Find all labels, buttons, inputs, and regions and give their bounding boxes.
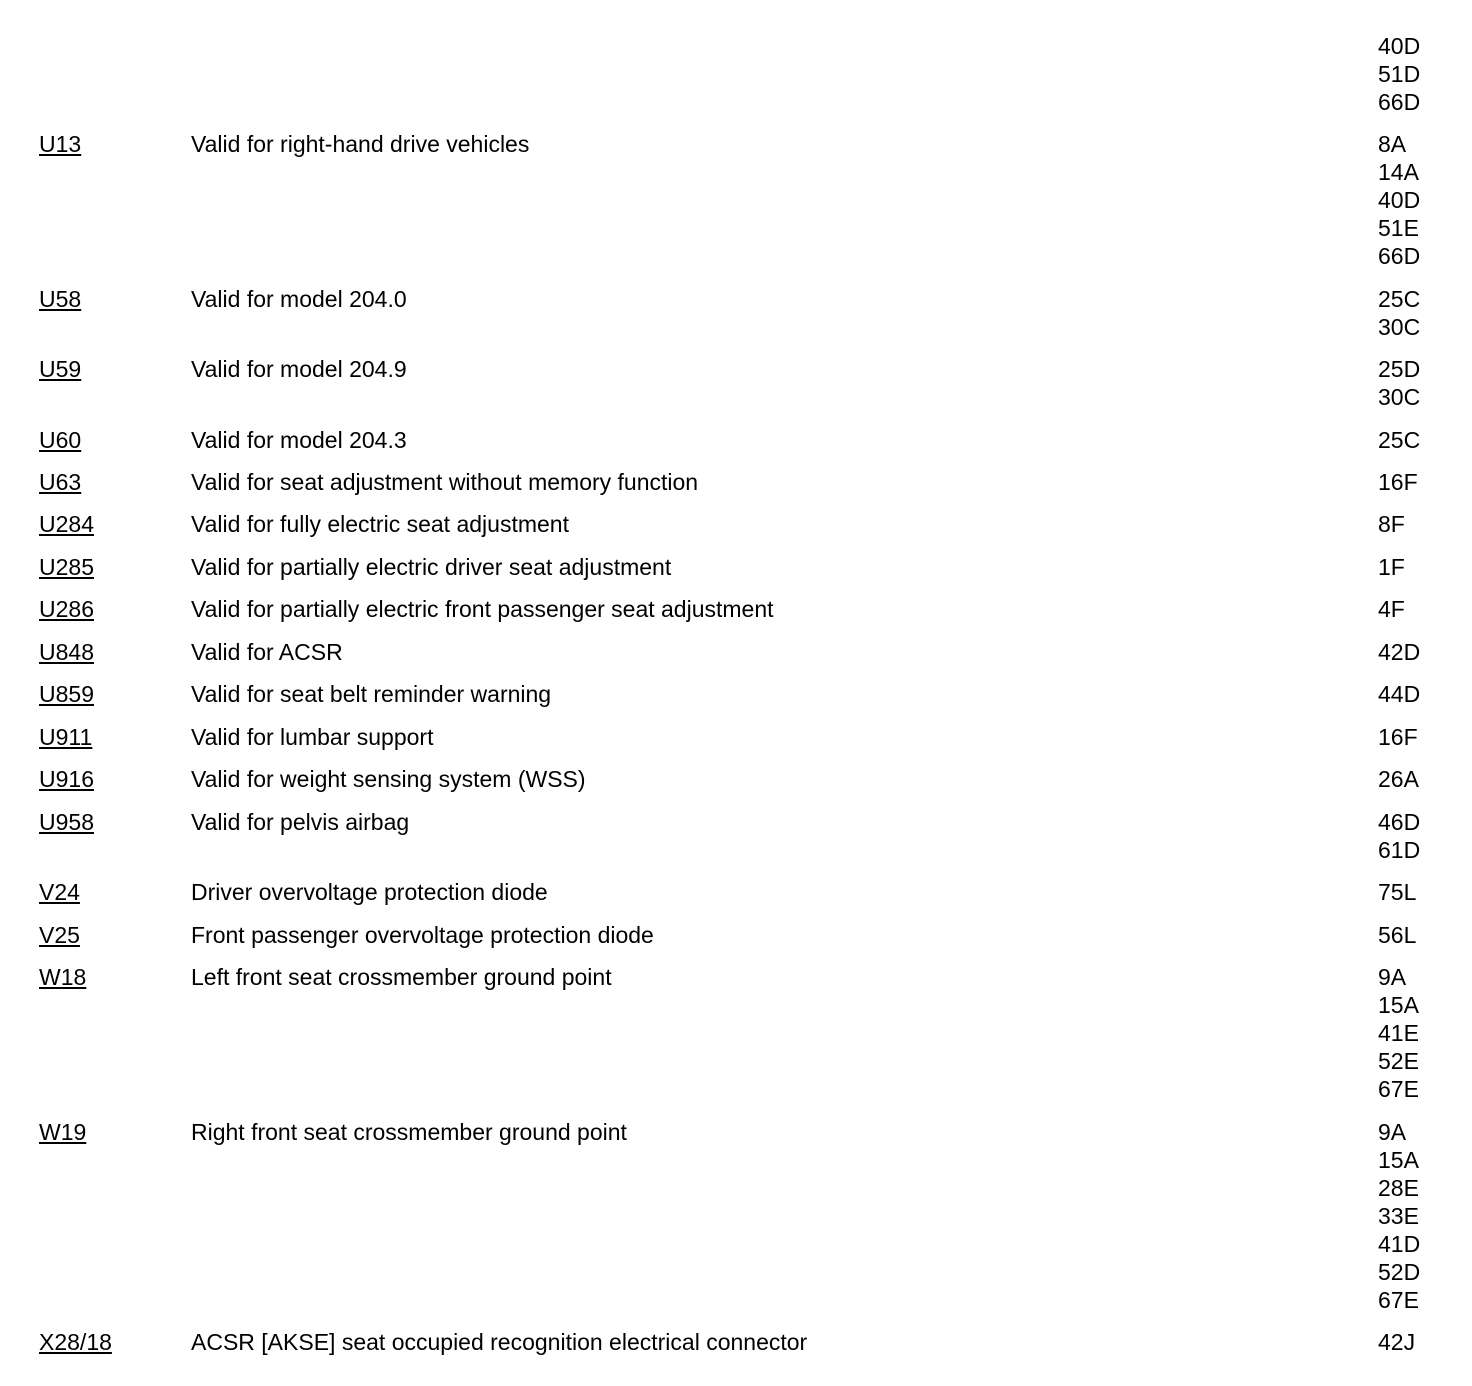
grid-ref: 41D <box>1378 1231 1421 1257</box>
grid-ref-list <box>1378 1118 1420 1314</box>
grid-ref-list <box>1378 963 1419 1103</box>
grid-ref-list <box>1378 553 1405 581</box>
grid-ref: 67E <box>1378 1076 1419 1102</box>
component-code-link[interactable]: U58 <box>39 286 82 312</box>
component-code-link[interactable]: U59 <box>39 356 82 382</box>
component-description: Front passenger overvoltage protection diode <box>191 922 654 948</box>
component-code-link[interactable]: U60 <box>39 427 82 453</box>
grid-ref: 66D <box>1378 243 1421 269</box>
component-description: Valid for model 204.9 <box>191 356 407 382</box>
component-code-link[interactable]: U13 <box>39 131 82 157</box>
component-description: Valid for lumbar support <box>191 724 434 750</box>
grid-ref-list <box>1378 638 1420 666</box>
grid-ref: 52E <box>1378 1048 1419 1074</box>
component-code-link[interactable]: V24 <box>39 879 80 905</box>
grid-ref: 40D <box>1378 187 1421 213</box>
grid-ref: 16F <box>1378 724 1418 750</box>
grid-ref: 75L <box>1378 879 1417 905</box>
component-code-link[interactable]: U958 <box>39 809 94 835</box>
grid-ref: 42D <box>1378 639 1421 665</box>
grid-ref: 56L <box>1378 922 1417 948</box>
grid-ref-list <box>1378 723 1418 751</box>
component-code-link[interactable]: U859 <box>39 681 94 707</box>
grid-ref: 8F <box>1378 511 1405 537</box>
grid-ref: 46D <box>1378 809 1421 835</box>
grid-ref-list <box>1378 130 1420 270</box>
grid-ref: 1F <box>1378 554 1405 580</box>
component-code-link[interactable]: U916 <box>39 766 94 792</box>
component-code-link[interactable]: W19 <box>39 1119 87 1145</box>
component-description: Valid for right-hand drive vehicles <box>191 131 530 157</box>
grid-ref-list <box>1378 468 1418 496</box>
grid-ref-list <box>1378 355 1420 411</box>
grid-ref: 33E <box>1378 1203 1419 1229</box>
component-description: Valid for fully electric seat adjustment <box>191 511 569 537</box>
grid-ref: 51E <box>1378 215 1419 241</box>
component-description: Valid for seat belt reminder warning <box>191 681 552 707</box>
grid-ref-list <box>1378 878 1416 906</box>
grid-ref: 25C <box>1378 286 1421 312</box>
grid-ref: 61D <box>1378 837 1421 863</box>
grid-ref: 4F <box>1378 596 1405 622</box>
grid-ref: 9A <box>1378 964 1407 990</box>
grid-ref: 9A <box>1378 1119 1407 1145</box>
component-description: Valid for pelvis airbag <box>191 809 410 835</box>
component-code-link[interactable]: U286 <box>39 596 94 622</box>
grid-ref: 42J <box>1378 1329 1416 1355</box>
component-description: Valid for weight sensing system (WSS) <box>191 766 586 792</box>
component-code-link[interactable]: U911 <box>39 724 93 750</box>
component-code-link[interactable]: U284 <box>39 511 94 537</box>
grid-ref-list <box>1378 680 1420 708</box>
grid-ref: 40D <box>1378 33 1421 59</box>
component-code-link[interactable]: U63 <box>39 469 82 495</box>
component-code-link[interactable]: X28/18 <box>39 1329 112 1355</box>
grid-ref: 30C <box>1378 314 1421 340</box>
grid-ref: 51D <box>1378 61 1421 87</box>
grid-ref-list <box>1378 32 1420 116</box>
grid-ref-list <box>1378 921 1416 949</box>
component-description: Valid for ACSR <box>191 639 343 665</box>
grid-ref: 15A <box>1378 992 1419 1018</box>
grid-ref-list <box>1378 808 1420 864</box>
component-description: Right front seat crossmember ground point <box>191 1119 627 1145</box>
component-description: Driver overvoltage protection diode <box>191 879 548 905</box>
grid-ref-list <box>1378 510 1405 538</box>
component-code-link[interactable]: U285 <box>39 554 94 580</box>
grid-ref: 30C <box>1378 384 1421 410</box>
grid-ref: 26A <box>1378 766 1419 792</box>
grid-ref-list <box>1378 1328 1415 1356</box>
grid-ref: 44D <box>1378 681 1421 707</box>
grid-ref-list <box>1378 426 1420 454</box>
grid-ref: 14A <box>1378 159 1419 185</box>
component-description: Valid for model 204.0 <box>191 286 407 312</box>
grid-ref: 28E <box>1378 1175 1419 1201</box>
component-description: Left front seat crossmember ground point <box>191 964 612 990</box>
component-code-link[interactable]: V25 <box>39 922 80 948</box>
grid-ref: 41E <box>1378 1020 1419 1046</box>
component-description: Valid for model 204.3 <box>191 427 407 453</box>
grid-ref-list <box>1378 595 1405 623</box>
component-description: Valid for partially electric driver seat adjustment <box>191 554 672 580</box>
grid-ref: 67E <box>1378 1287 1419 1313</box>
component-description: Valid for seat adjustment without memory function <box>191 469 699 495</box>
grid-ref: 15A <box>1378 1147 1419 1173</box>
component-code-link[interactable]: U848 <box>39 639 94 665</box>
component-description: ACSR [AKSE] seat occupied recognition electrical connector <box>191 1329 808 1355</box>
grid-ref: 25D <box>1378 356 1421 382</box>
grid-ref-list <box>1378 765 1419 793</box>
grid-ref: 16F <box>1378 469 1418 495</box>
component-code-link[interactable]: W18 <box>39 964 87 990</box>
grid-ref: 25C <box>1378 427 1421 453</box>
grid-ref: 52D <box>1378 1259 1421 1285</box>
grid-ref-list <box>1378 285 1420 341</box>
component-description: Valid for partially electric front passenger seat adjustment <box>191 596 774 622</box>
grid-ref: 8A <box>1378 131 1407 157</box>
grid-ref: 66D <box>1378 89 1421 115</box>
